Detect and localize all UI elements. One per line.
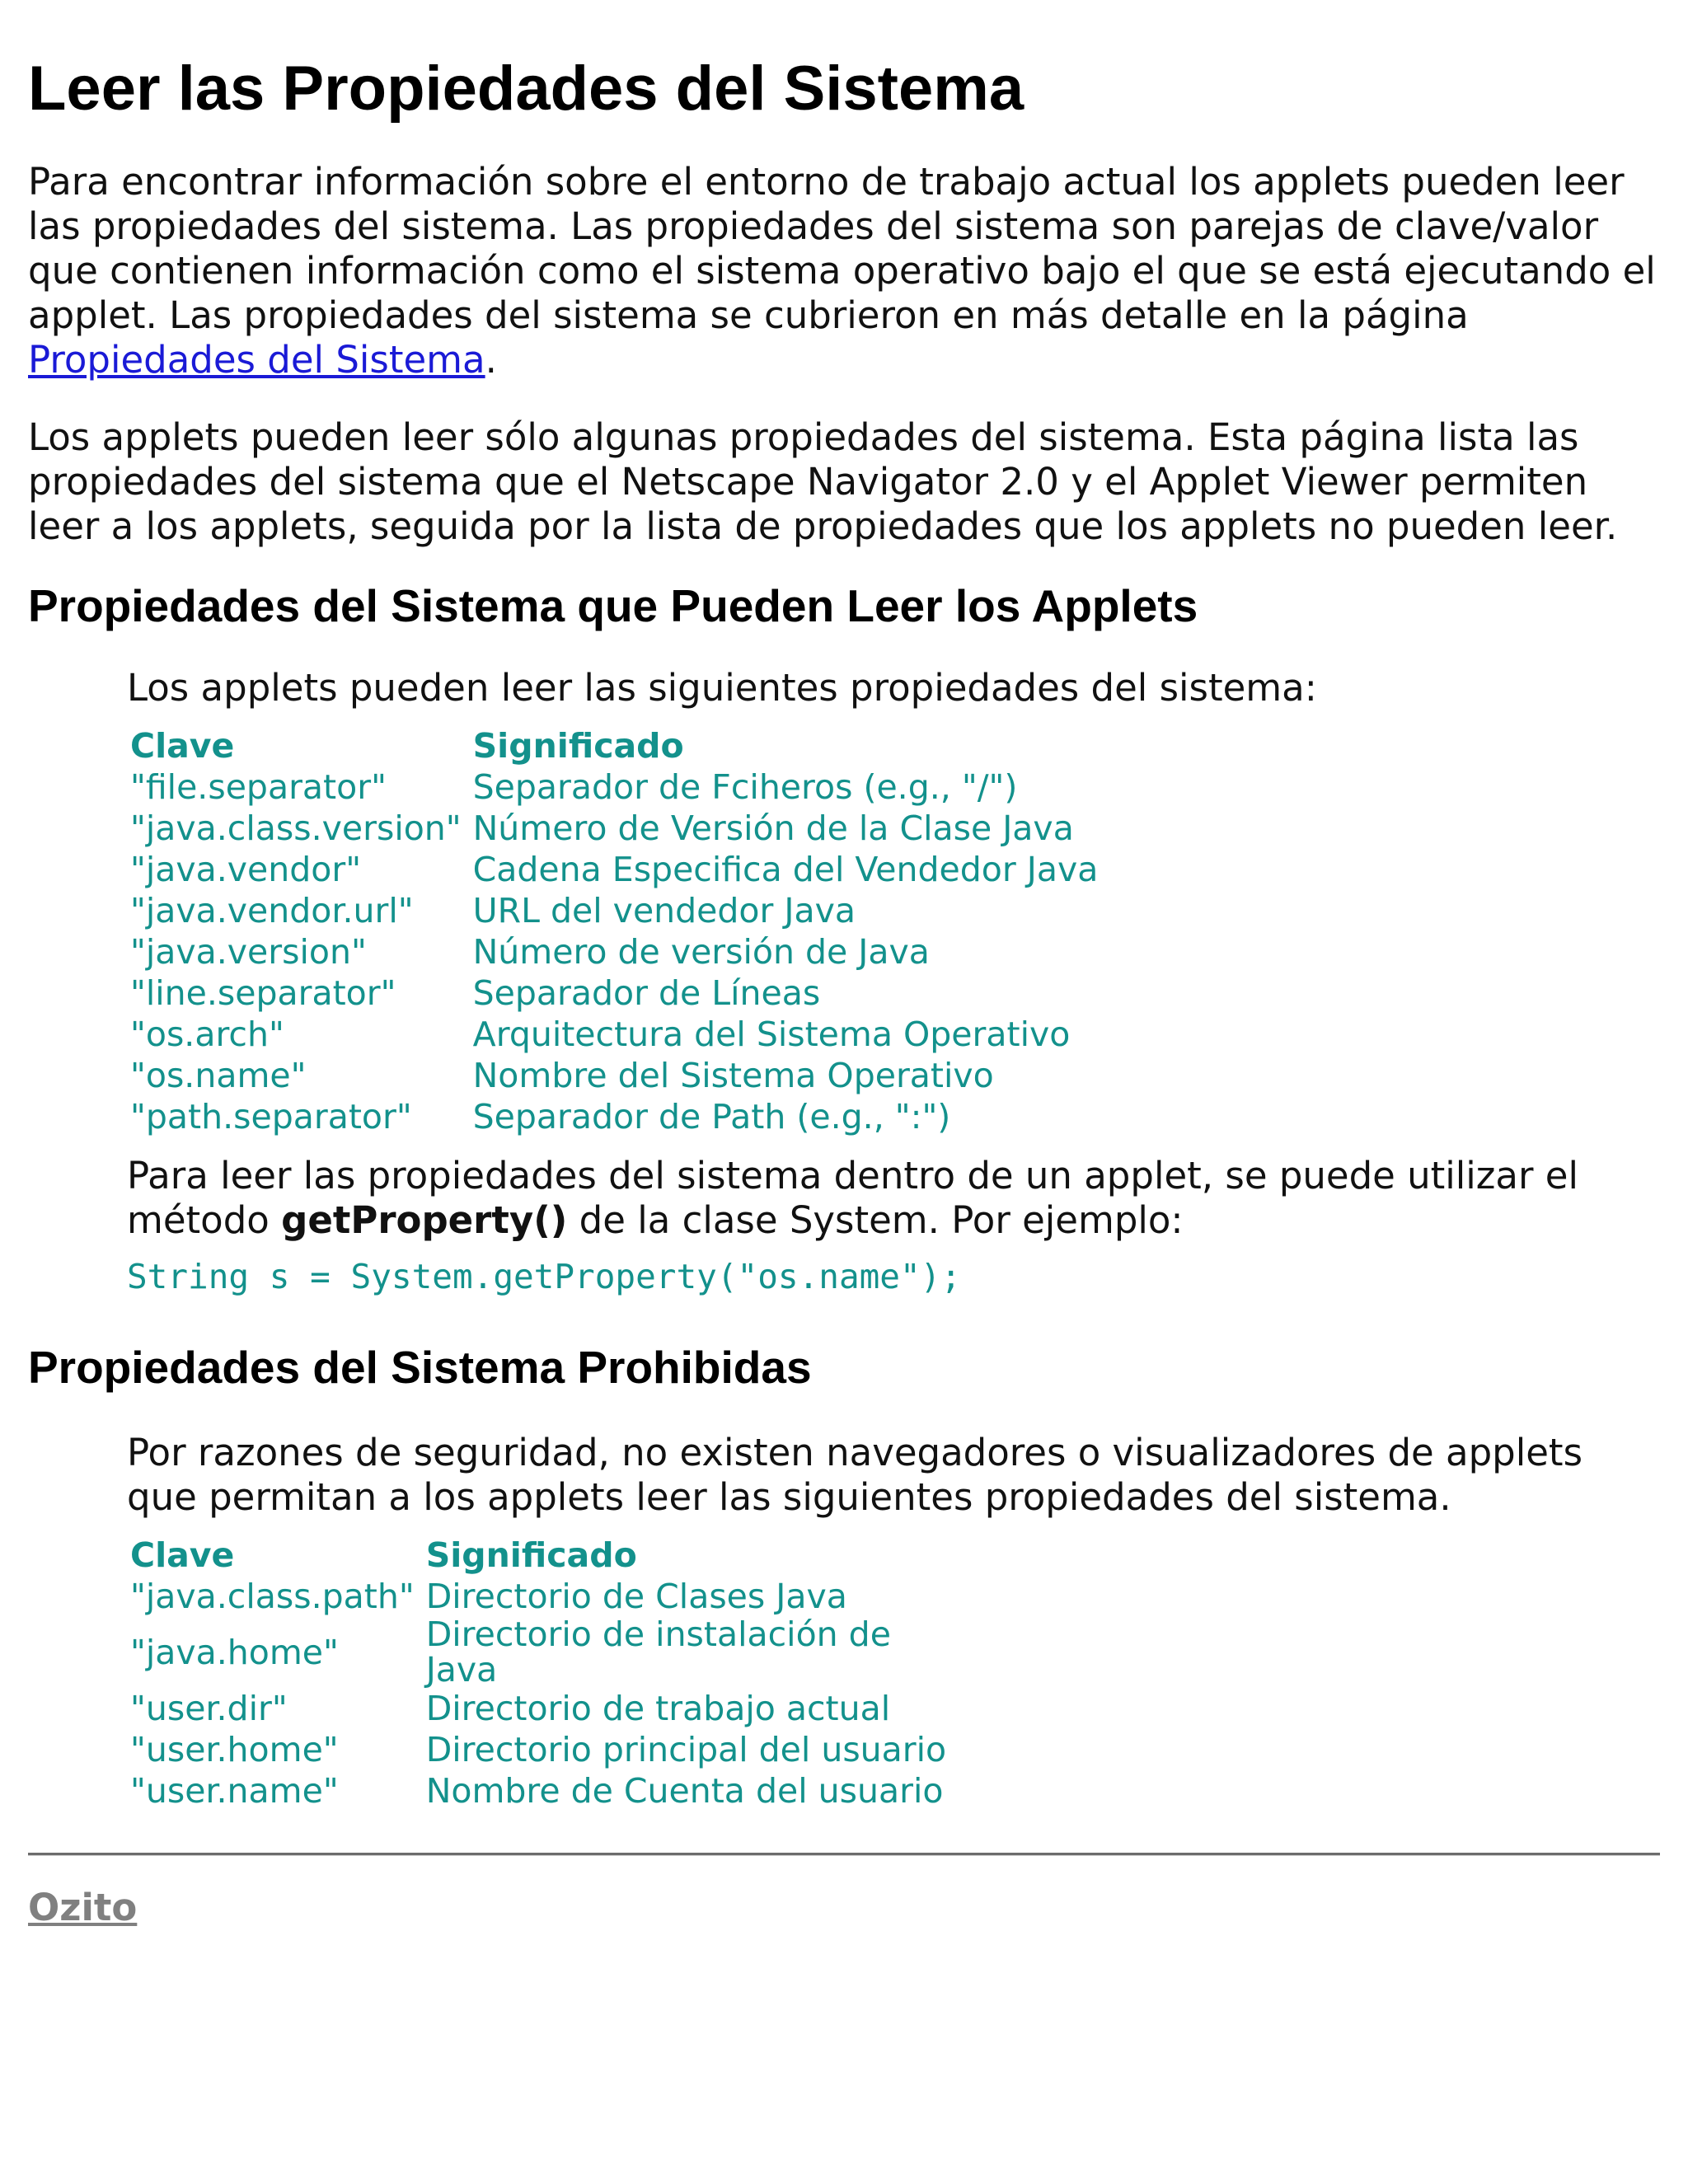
property-meaning: Nombre de Cuenta del usuario: [425, 1771, 944, 1811]
property-key: "user.name": [130, 1771, 339, 1811]
getproperty-paragraph: [127, 1154, 1660, 1243]
table-row: [129, 1688, 956, 1729]
section-heading-forbidden: Propiedades del Sistema Prohibidas: [28, 1342, 812, 1393]
table-row: [129, 808, 1108, 849]
intro-paragraph: [28, 160, 1660, 382]
forbidden-properties-table: [129, 1535, 956, 1811]
property-key: "java.vendor.url": [130, 891, 414, 930]
property-meaning: Número de Versión de la Clase Java: [472, 808, 1074, 848]
property-key: "java.version": [130, 932, 367, 972]
property-meaning: Separador de Path (e.g., ":"): [472, 1097, 951, 1137]
table-row: [129, 1055, 1108, 1096]
code-example: String s = System.getProperty("os.name");: [127, 1257, 962, 1296]
document: [28, 0, 1660, 1929]
table-header-row: [129, 725, 1108, 766]
property-meaning: Directorio principal del usuario: [425, 1730, 947, 1769]
table-row: [129, 1576, 956, 1617]
intro-paragraph-text: Para encontrar información sobre el entorno de trabajo actual los applets pueden leer las propiedades del sistema. Las propiedades del sistema son parejas de clave/valor que contienen información como el sistema operativo bajo el que se está ejecutando el applet. Las propiedades del sistema se cubrieron en más detalle en la página: [28, 160, 1656, 337]
column-header-meaning: Significado: [425, 1535, 637, 1575]
table-row: [129, 931, 1108, 972]
property-key: "user.home": [130, 1730, 339, 1769]
property-meaning: Nombre del Sistema Operativo: [472, 1056, 994, 1095]
property-meaning: Separador de Líneas: [472, 973, 821, 1013]
getproperty-text-pre: Para leer las propiedades del sistema dentro de un applet, se puede utilizar el método: [127, 1154, 1578, 1242]
property-key: "java.class.path": [130, 1577, 415, 1616]
ozito-footer-link[interactable]: Ozito: [28, 1886, 138, 1929]
table-row: [129, 1770, 956, 1811]
property-key: "java.vendor": [130, 850, 362, 889]
column-header-key: Clave: [130, 726, 235, 766]
system-properties-link[interactable]: Propiedades del Sistema: [28, 338, 485, 382]
table-row: [129, 766, 1108, 808]
getproperty-text-post: de la clase System. Por ejemplo:: [567, 1198, 1184, 1242]
column-header-meaning: Significado: [472, 726, 684, 766]
property-meaning: URL del vendedor Java: [472, 891, 856, 930]
property-key: "line.separator": [130, 973, 396, 1013]
property-meaning: Arquitectura del Sistema Operativo: [472, 1015, 1071, 1054]
property-meaning: Número de versión de Java: [472, 932, 930, 972]
method-name: getProperty(): [281, 1198, 568, 1242]
readable-properties-table: [129, 725, 1108, 1137]
readable-intro: Los applets pueden leer las siguientes propiedades del sistema:: [127, 666, 1317, 710]
property-key: "java.home": [130, 1633, 339, 1672]
property-meaning: Directorio de Clases Java: [425, 1577, 847, 1616]
table-row: [129, 890, 1108, 931]
property-key: "os.name": [130, 1056, 307, 1095]
property-meaning: Separador de Fciheros (e.g., "/"): [472, 767, 1018, 807]
section-heading-readable: Propiedades del Sistema que Pueden Leer los Applets: [28, 580, 1198, 631]
property-meaning: Directorio de trabajo actual: [425, 1689, 891, 1728]
horizontal-rule: [28, 1853, 1660, 1856]
table-header-row: [129, 1535, 956, 1576]
property-key: "os.arch": [130, 1015, 284, 1054]
overview-paragraph: Los applets pueden leer sólo algunas propiedades del sistema. Esta página lista las propiedades del sistema que el Netscape Navigator 2.0 y el Applet Viewer permiten leer a los applets, seguida por la lista de propiedades que los applets no pueden leer.: [28, 415, 1618, 548]
intro-paragraph-end: .: [485, 338, 497, 382]
table-row: [129, 849, 1108, 890]
property-key: "java.class.version": [130, 808, 462, 848]
table-row: [129, 1096, 1108, 1137]
table-row: [129, 1729, 956, 1770]
property-key: "file.separator": [130, 767, 387, 807]
property-key: "user.dir": [130, 1689, 288, 1728]
page-title: Leer las Propiedades del Sistema: [28, 54, 1025, 124]
property-meaning: Directorio de instalación de Java: [425, 1615, 891, 1690]
table-row: [129, 1617, 956, 1688]
column-header-key: Clave: [130, 1535, 235, 1575]
forbidden-intro: Por razones de seguridad, no existen navegadores o visualizadores de applets que permitan a los applets leer las siguientes propiedades del sistema.: [127, 1431, 1583, 1519]
table-row: [129, 1014, 1108, 1055]
table-row: [129, 972, 1108, 1014]
property-meaning: Cadena Especifica del Vendedor Java: [472, 850, 1099, 889]
property-key: "path.separator": [130, 1097, 412, 1137]
